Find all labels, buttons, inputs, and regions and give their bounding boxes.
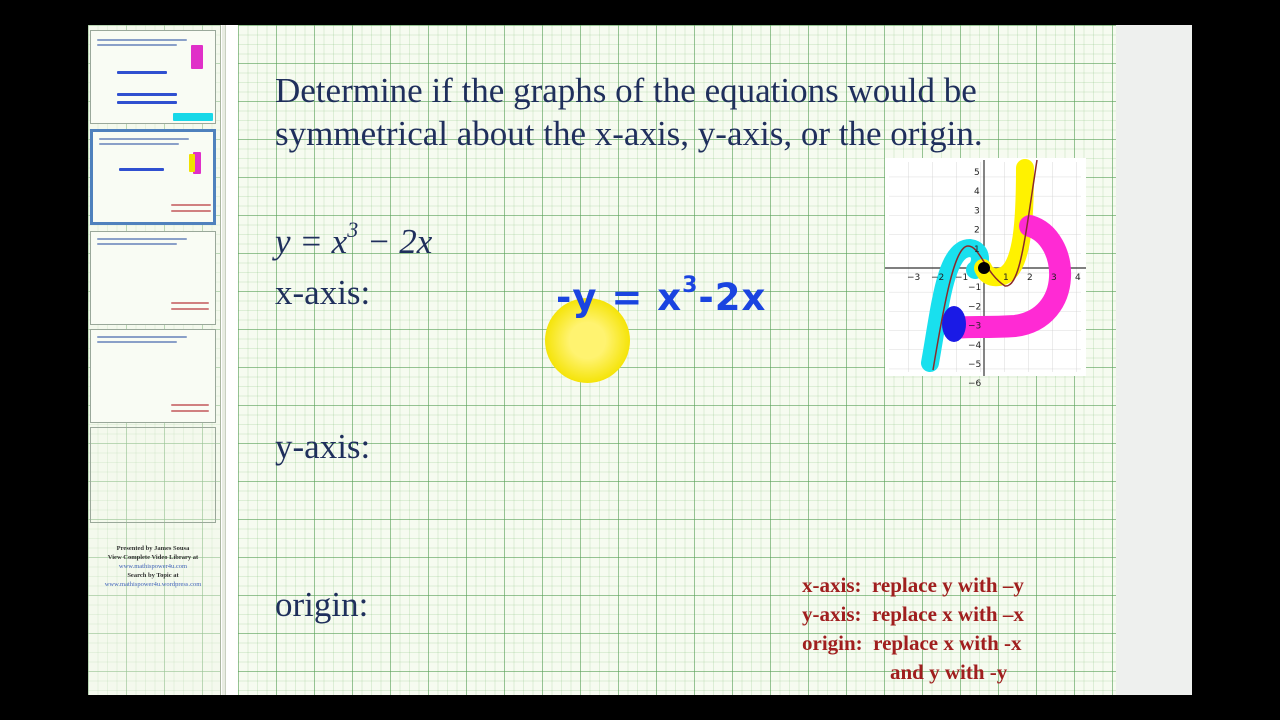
x-axis-label: x-axis: [275, 273, 371, 312]
library-link[interactable]: www.mathispower4u.com [118, 563, 188, 570]
equation-exponent: 3 [347, 217, 359, 242]
slide-thumbnail-empty [90, 427, 216, 523]
credits-block [90, 525, 216, 621]
view-library-text: View Complete Video Library at [107, 554, 199, 561]
slide-thumbnail-3[interactable] [90, 231, 216, 325]
y-tick-label: −4 [968, 340, 982, 351]
presentation-window [88, 25, 1192, 695]
graph-figure [885, 158, 1086, 390]
y-tick-label: 3 [974, 206, 980, 217]
slide-thumbnail-4[interactable] [90, 329, 216, 423]
y-tick-label: 1 [974, 244, 980, 255]
origin-point [978, 262, 990, 274]
handwritten-lhs: -y = x [556, 276, 683, 319]
handwritten-exponent: 3 [682, 273, 699, 298]
rule-x-axis: x-axis: replace y with –y [802, 573, 1024, 597]
x-tick-label: 1 [1003, 273, 1009, 283]
equation-base: y = x [275, 222, 348, 261]
panel-splitter[interactable] [222, 25, 226, 695]
slide-thumbnail-panel[interactable] [88, 25, 221, 695]
slide-canvas [238, 25, 1118, 695]
slide-title: Determine if the graphs of the equations would be symmetrical about the x-axis, y-axis, or the origin. [275, 71, 983, 153]
x-tick-label: −2 [931, 273, 945, 283]
x-tick-label: 4 [1075, 273, 1081, 283]
topic-link[interactable]: www.mathispower4u.wordpress.com [104, 581, 202, 588]
search-by-topic-text: Search by Topic at [127, 572, 179, 579]
presented-by-text: Presented by James Sousa [116, 545, 190, 552]
y-axis-label: y-axis: [275, 427, 371, 466]
blue-highlight [942, 306, 966, 342]
rule-y-axis: y-axis: replace x with –x [802, 602, 1024, 626]
slide-thumbnail-1[interactable] [90, 30, 216, 124]
handwritten-rhs: -2x [698, 276, 767, 319]
origin-label: origin: [275, 585, 369, 624]
y-tick-label: 4 [974, 187, 980, 198]
slide-thumbnail-2[interactable] [90, 129, 216, 225]
x-tick-label: 2 [1027, 273, 1033, 283]
y-tick-label: 2 [974, 225, 980, 236]
equation [275, 217, 432, 262]
x-tick-label: −3 [907, 273, 921, 283]
x-tick-label: 3 [1051, 273, 1057, 283]
y-tick-label: 5 [974, 168, 980, 178]
y-tick-label: −1 [968, 283, 982, 294]
y-tick-label: −3 [968, 321, 982, 332]
handwritten-x-axis-work [556, 273, 766, 319]
y-tick-label: −2 [968, 302, 982, 313]
y-tick-label: −5 [968, 360, 982, 370]
y-tick-label: −6 [968, 379, 982, 390]
rule-origin: origin: replace x with -x [802, 631, 1022, 655]
rule-origin-cont: and y with -y [890, 660, 1008, 684]
equation-tail: − 2x [358, 222, 433, 261]
x-tick-label: −1 [955, 273, 969, 283]
right-margin [1116, 25, 1192, 695]
